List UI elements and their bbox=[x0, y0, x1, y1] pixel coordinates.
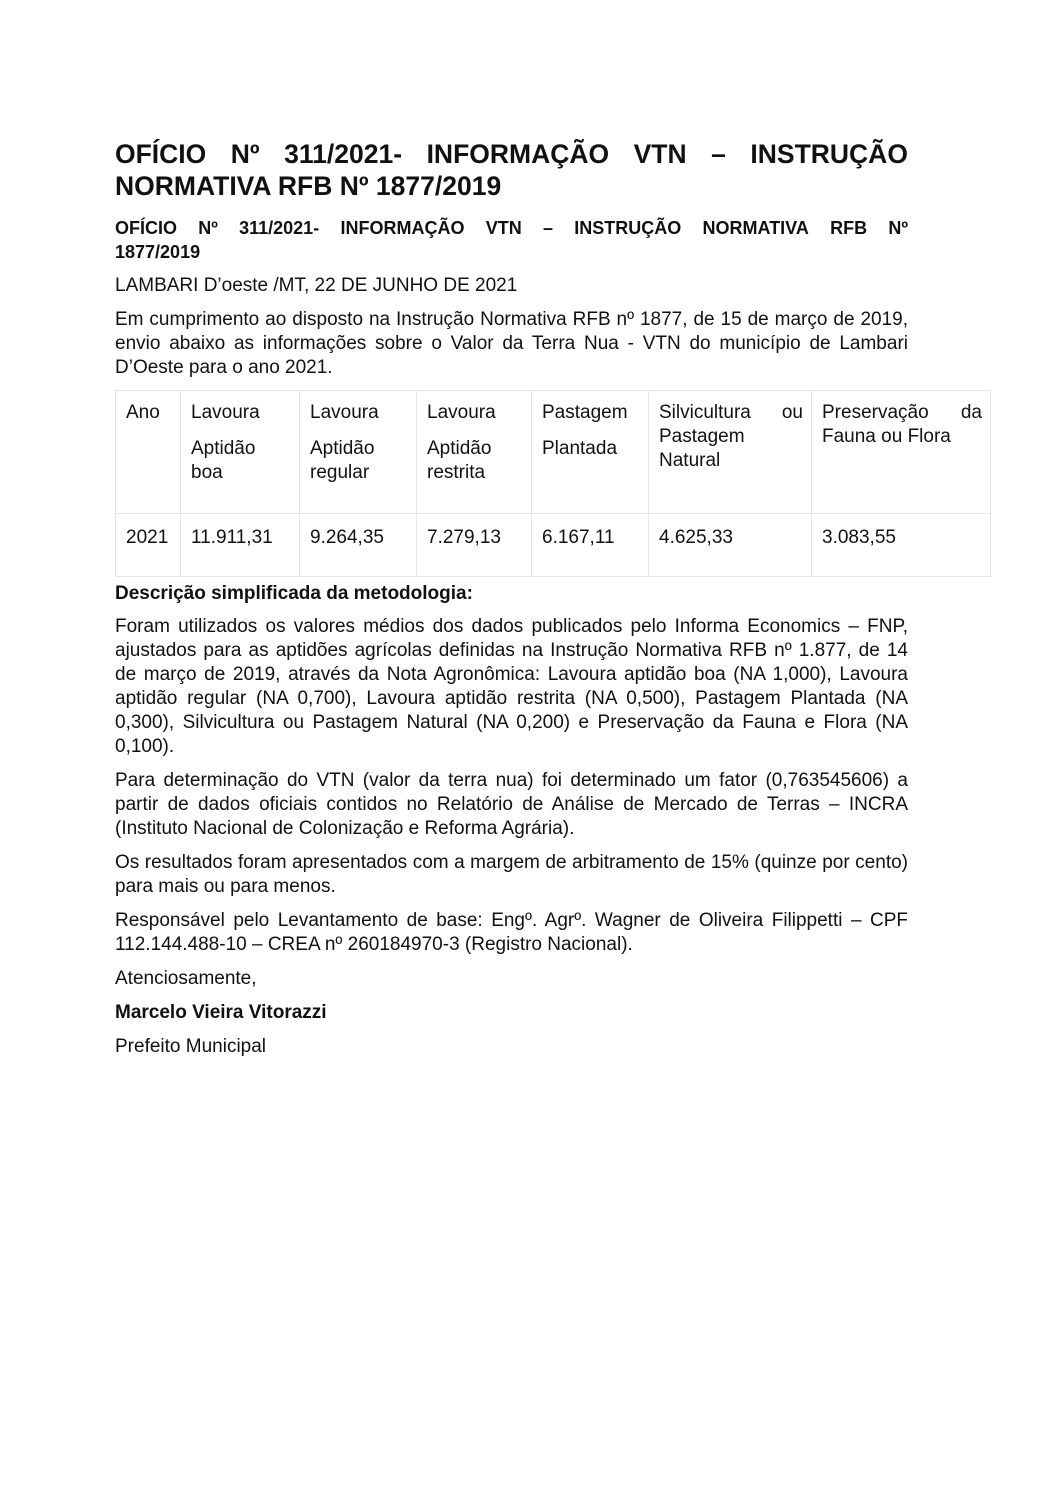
subtitle-word: RFB bbox=[830, 218, 868, 238]
cell-lavoura-boa: 11.911,31 bbox=[181, 514, 300, 577]
title-word: 311/2021- bbox=[284, 139, 403, 169]
header-lavoura-boa: Lavoura Aptidão boa bbox=[181, 391, 300, 514]
methodology-title: Descrição simplificada da metodologia: bbox=[115, 583, 473, 604]
header-silvicultura: Silvicultura ou Pastagem Natural bbox=[649, 391, 812, 514]
title-word: INSTRUÇÃO bbox=[750, 139, 908, 169]
signatory-role: Prefeito Municipal bbox=[115, 1036, 267, 1057]
title-word: VTN bbox=[633, 139, 687, 169]
header-lavoura-restrita: Lavoura Aptidão restrita bbox=[417, 391, 532, 514]
cell-lavoura-regular: 9.264,35 bbox=[300, 514, 417, 577]
place-date: LAMBARI D’oeste /MT, 22 DE JUNHO DE 2021 bbox=[115, 275, 518, 296]
table-header-row bbox=[116, 391, 991, 514]
page-title bbox=[115, 138, 908, 202]
subtitle-word: Nº bbox=[888, 218, 908, 238]
subtitle-word: VTN bbox=[485, 218, 522, 238]
header-preservacao: Preservação da Fauna ou Flora bbox=[812, 391, 991, 514]
header-lavoura-regular: Lavoura Aptidão regular bbox=[300, 391, 417, 514]
subtitle-word: Nº bbox=[198, 218, 218, 238]
title-word: INFORMAÇÃO bbox=[426, 139, 610, 169]
title-word: OFÍCIO bbox=[115, 139, 207, 169]
subtitle-line-2: 1877/2019 bbox=[115, 242, 201, 262]
document-page bbox=[115, 138, 982, 1069]
header-ano: Ano bbox=[116, 391, 181, 514]
cell-ano: 2021 bbox=[116, 514, 181, 577]
subtitle-word: – bbox=[542, 218, 553, 238]
subtitle-word: NORMATIVA bbox=[702, 218, 809, 238]
vtn-table bbox=[115, 390, 991, 577]
methodology-paragraph-2: Para determinação do VTN (valor da terra nua) foi determinado um fator (0,763545606) a partir de dados oficiais contidos no Relatório de Análise de Mercado de Terras – INCRA (Instituto Nacional de Colonização e Reforma Agrária). bbox=[115, 770, 908, 839]
signatory-name: Marcelo Vieira Vitorazzi bbox=[115, 1002, 327, 1023]
subtitle-word: INFORMAÇÃO bbox=[340, 218, 465, 238]
title-line-1 bbox=[115, 138, 908, 170]
title-word: – bbox=[711, 139, 726, 169]
intro-paragraph: Em cumprimento ao disposto na Instrução Normativa RFB nº 1877, de 15 de março de 2019, envio abaixo as informações sobre o Valor da Terra Nua - VTN do município de Lambari D’Oeste para o ano 2021. bbox=[115, 309, 908, 378]
subtitle bbox=[115, 216, 908, 264]
title-line-2: NORMATIVA RFB Nº 1877/2019 bbox=[115, 171, 502, 201]
title-word: Nº bbox=[230, 139, 260, 169]
subtitle-word: INSTRUÇÃO bbox=[574, 218, 682, 238]
table-row bbox=[116, 514, 991, 577]
closing: Atenciosamente, bbox=[115, 968, 257, 989]
subtitle-word: OFÍCIO bbox=[115, 218, 177, 238]
methodology-paragraph-4: Responsável pelo Levantamento de base: Engº. Agrº. Wagner de Oliveira Filippetti – CPF 112.144.488-10 – CREA nº 260184970-3 (Registro Nacional). bbox=[115, 910, 908, 955]
cell-preservacao: 3.083,55 bbox=[812, 514, 991, 577]
subtitle-line-1 bbox=[115, 216, 908, 240]
header-pastagem-plantada: Pastagem Plantada bbox=[532, 391, 649, 514]
methodology-paragraph-3: Os resultados foram apresentados com a margem de arbitramento de 15% (quinze por cento) para mais ou para menos. bbox=[115, 852, 908, 897]
subtitle-word: 311/2021- bbox=[239, 218, 320, 238]
methodology-paragraph-1: Foram utilizados os valores médios dos dados publicados pelo Informa Economics – FNP, ajustados para as aptidões agrícolas definidas na Instrução Normativa RFB nº 1.877, de 14 de março de 2019, através da Nota Agronômica: Lavoura aptidão boa (NA 1,000), Lavoura aptidão regular (NA 0,700), Lavoura aptidão restrita (NA 0,500), Pastagem Plantada (NA 0,300), Silvicultura ou Pastagem Natural (NA 0,200) e Preservação da Fauna e Flora (NA 0,100). bbox=[115, 616, 908, 757]
cell-silvicultura: 4.625,33 bbox=[649, 514, 812, 577]
cell-lavoura-restrita: 7.279,13 bbox=[417, 514, 532, 577]
cell-pastagem-plantada: 6.167,11 bbox=[532, 514, 649, 577]
